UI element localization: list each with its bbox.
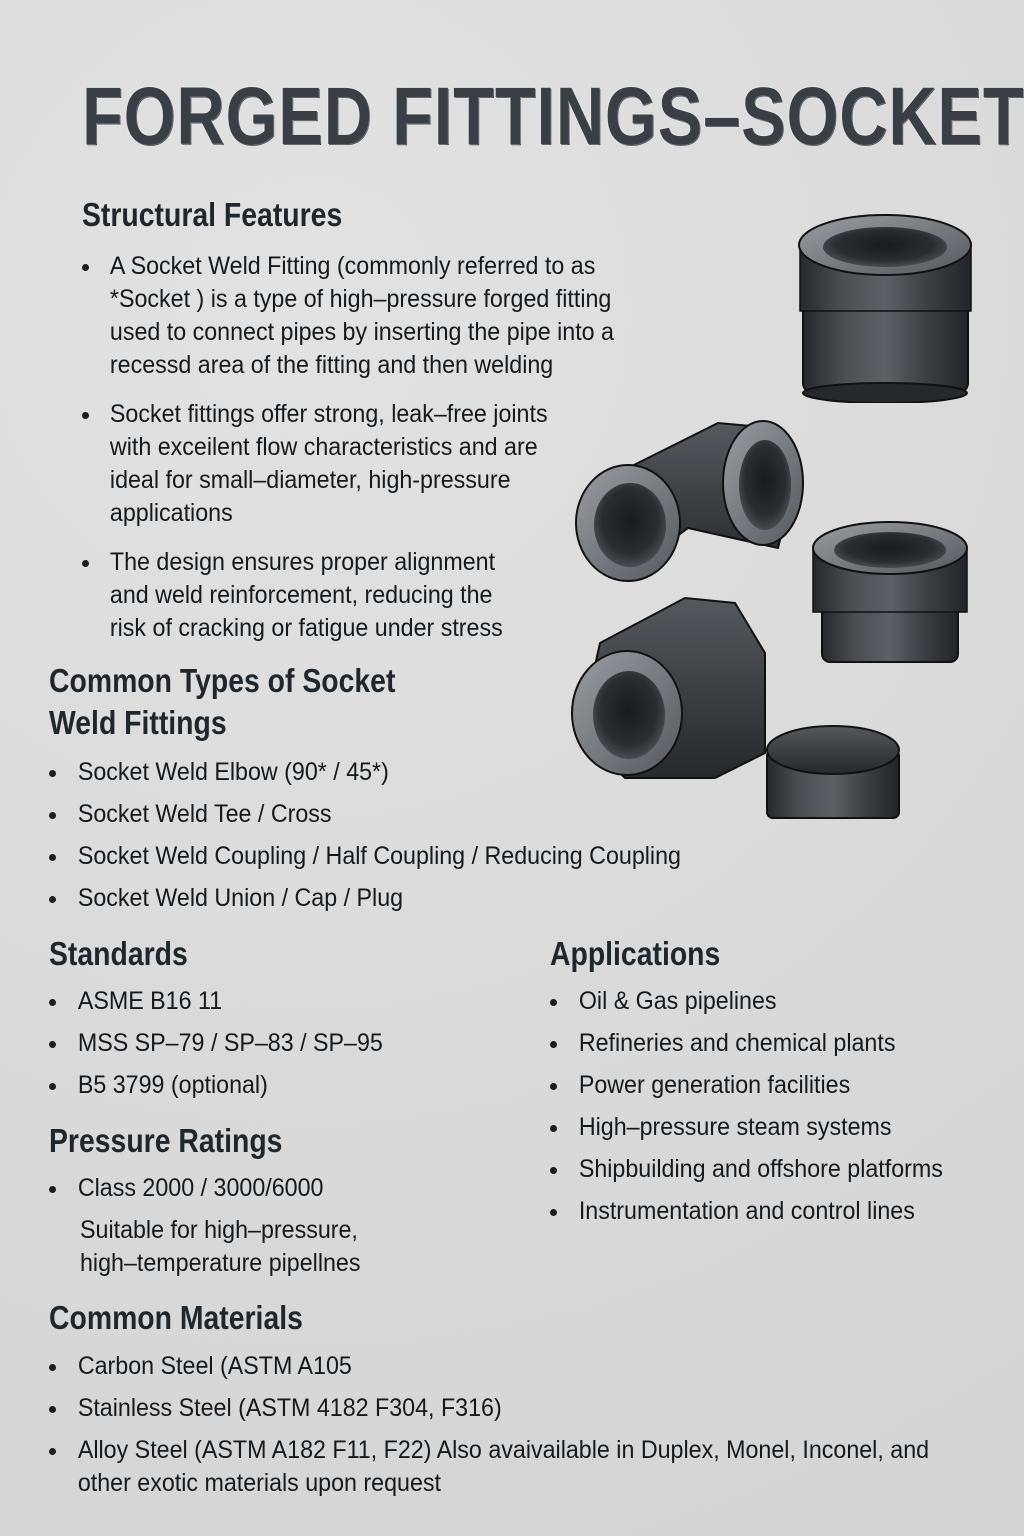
- socket-weld-half-coupling-image: [810, 520, 970, 670]
- list-item: Socket Weld Tee / Cross: [49, 798, 809, 831]
- pressure-note-line1: Suitable for high–pressure,: [80, 1216, 358, 1244]
- common-materials-list: [49, 1350, 1009, 1509]
- list-item: A Socket Weld Fitting (commonly referred to as *Socket ) is a type of high–pressure forged fitting used to connect pipes by inserting the pipe into a recessd area of the fitting and then welding: [82, 250, 672, 382]
- pressure-note-line2: high–temperature pipellnes: [80, 1249, 361, 1277]
- list-item: Refineries and chemical plants: [550, 1027, 1020, 1060]
- socket-weld-tee-image: [565, 583, 770, 783]
- list-item: High–pressure steam systems: [550, 1111, 1020, 1144]
- list-item: MSS SP–79 / SP–83 / SP–95: [49, 1027, 489, 1060]
- heading-common-types-line2: Weld Fittings: [49, 704, 227, 741]
- list-item: Socket fittings offer strong, leak–free joints with exceilent flow characteristics and are ideal for small–diameter, high-pressure applications: [82, 398, 612, 530]
- heading-pressure-ratings: Pressure Ratings: [49, 1122, 283, 1159]
- socket-weld-coupling-image: [795, 213, 975, 403]
- list-item: Oil & Gas pipelines: [550, 985, 1020, 1018]
- list-item: Shipbuilding and offshore platforms: [550, 1153, 1020, 1186]
- list-item: B5 3799 (optional): [49, 1069, 489, 1102]
- list-item: Instrumentation and control lines: [550, 1195, 1020, 1228]
- applications-list: [550, 985, 1020, 1237]
- heading-applications: Applications: [550, 935, 721, 972]
- heading-standards: Standards: [49, 935, 188, 972]
- socket-weld-elbow-image: [568, 398, 808, 583]
- list-item: Carbon Steel (ASTM A105: [49, 1350, 1009, 1383]
- list-item: Socket Weld Union / Cap / Plug: [49, 882, 809, 915]
- list-item: ASME B16 11: [49, 985, 489, 1018]
- list-item: Socket Weld Elbow (90* / 45*): [49, 756, 809, 789]
- heading-common-types-line1: Common Types of Socket: [49, 662, 396, 699]
- list-item: Socket Weld Coupling / Half Coupling / Reducing Coupling: [49, 840, 809, 873]
- list-item: The design ensures proper alignment and weld reinforcement, reducing the risk of cracking or fatigue under stress: [82, 546, 562, 645]
- list-item: Power generation facilities: [550, 1069, 1020, 1102]
- pressure-ratings-list: [49, 1172, 489, 1214]
- list-item: Alloy Steel (ASTM A182 F11, F22) Also avaivailable in Duplex, Monel, Inconel, and other exotic materials upon request: [49, 1434, 1024, 1500]
- list-item: Class 2000 / 3000/6000: [49, 1172, 489, 1205]
- heading-structural-features: Structural Features: [82, 196, 343, 233]
- heading-common-materials: Common Materials: [49, 1299, 303, 1336]
- page-title: FORGED FITTINGS–SOCKET: [82, 71, 1024, 162]
- standards-list: [49, 985, 489, 1111]
- list-item: Stainless Steel (ASTM 4182 F304, F316): [49, 1392, 1009, 1425]
- socket-weld-cap-image: [764, 722, 902, 822]
